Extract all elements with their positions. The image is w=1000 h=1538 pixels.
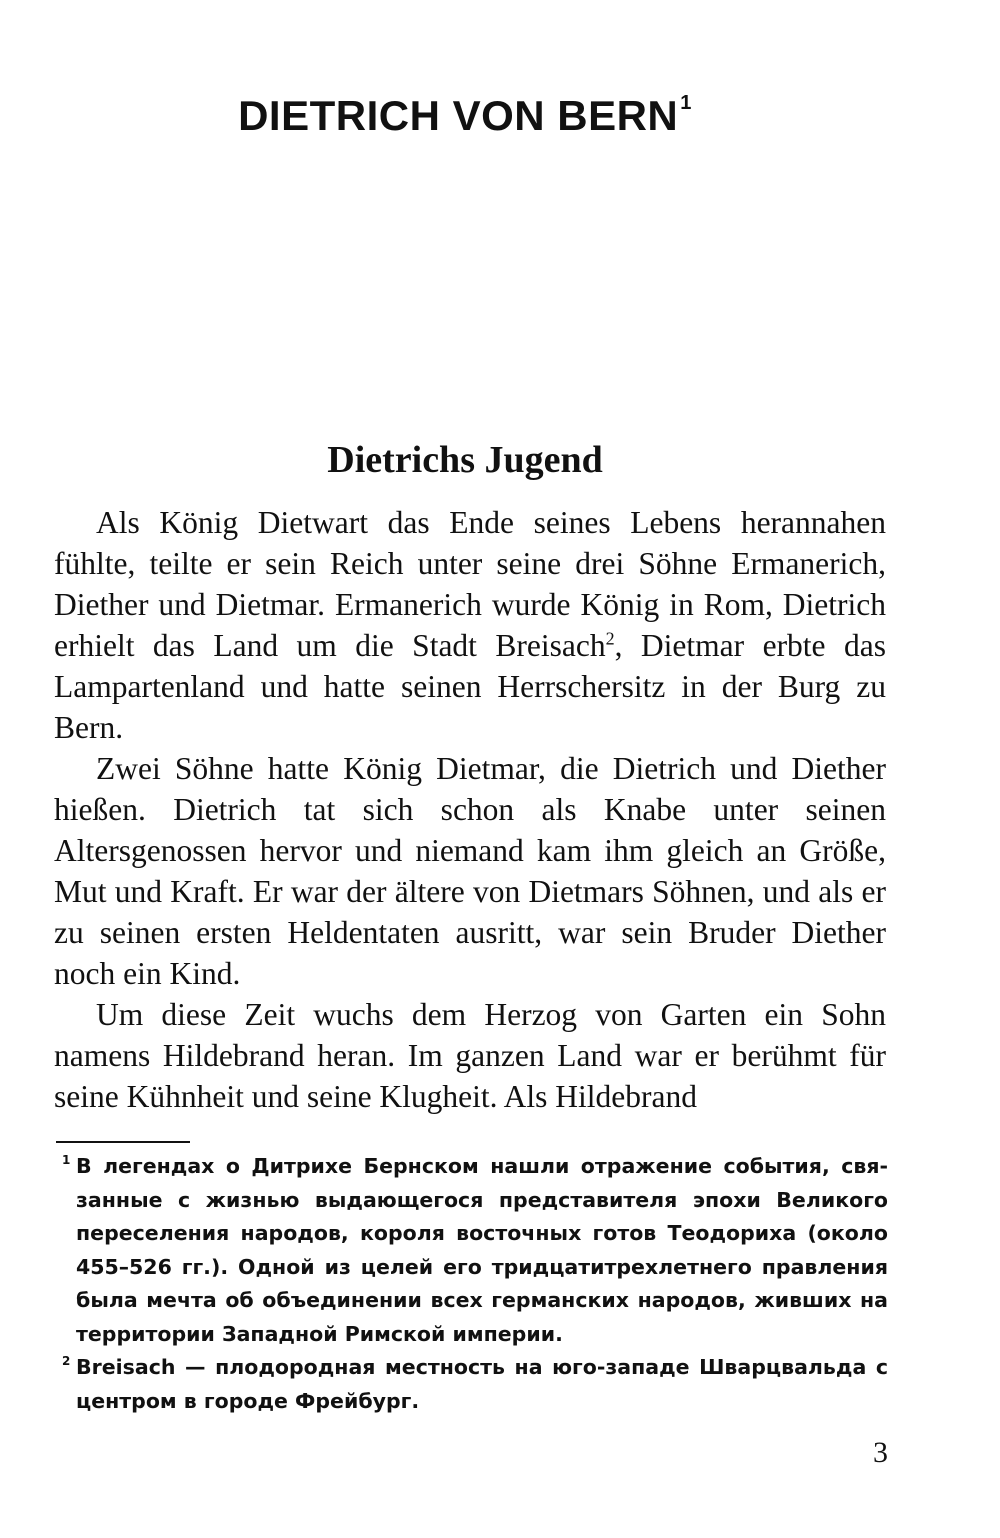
paragraph-3: Um diese Zeit wuchs dem Herzog von Garten ein Sohn namens Hildebrand heran. Im ganzen Land war er berühmt für seine Kühnheit und seine Klugheit. Als Hildebrand	[54, 997, 886, 1114]
footnotes	[62, 1150, 888, 1418]
paragraph-2: Zwei Söhne hatte König Dietmar, die Dietrich und Diether hießen. Dietrich tat sich schon als Knabe unter seinen Altersgenossen hervor und niemand kam ihm gleich an Größe, Mut und Kraft. Er war der ältere von Dietmars Söhnen, und als er zu seinen ersten Heldentaten ausritt, war sein Bruder Diether noch ein Kind.	[54, 751, 886, 991]
paragraph-1-text-a: Als König Dietwart das Ende seines Lebens herannahen fühlte, teilte er sein Reich unter seine drei Söhne Ermanerich, Diether und Dietmar. Ermanerich wurde König in Rom, Dietrich erhielt das Land um die Stadt Breisach	[54, 505, 886, 663]
body-text	[54, 502, 886, 1117]
footnote-1-text: В легендах о Дитрихе Бернском нашли отражение события, связанные с жизнью выдающегося представителя эпохи Великого переселения народов, короля восточных готов Теодориха (около 455–526 гг.). Одной из целей его тридцатитрехлетнего правления была мечта об объединении всех германских народов, живших на территории Западной Римской империи.	[76, 1154, 888, 1346]
footnote-ref-1[interactable]: 1	[680, 92, 692, 114]
footnote-divider	[56, 1141, 190, 1143]
page-title	[0, 92, 930, 140]
footnote-2-text: — плодородная местность на юго-западе Шварцвальда с центром в городе Фрейбург.	[76, 1355, 888, 1413]
footnote-1-number: 1	[62, 1153, 71, 1167]
footnote-2	[62, 1351, 888, 1418]
paragraph-1	[54, 502, 886, 748]
footnote-2-number: 2	[62, 1354, 71, 1368]
page-title-text: DIETRICH VON BERN	[238, 92, 679, 139]
chapter-title: Dietrichs Jugend	[327, 439, 603, 481]
footnote-ref-2[interactable]: 2	[605, 628, 615, 649]
page-number: 3	[873, 1436, 888, 1469]
paragraph-1-text-b: , Dietmar erbte das Lampartenland und hatte seinen Herrschersitz in der Burg zu Bern.	[54, 628, 886, 745]
footnote-2-term: Breisach	[76, 1355, 176, 1379]
footnote-1	[62, 1150, 888, 1351]
